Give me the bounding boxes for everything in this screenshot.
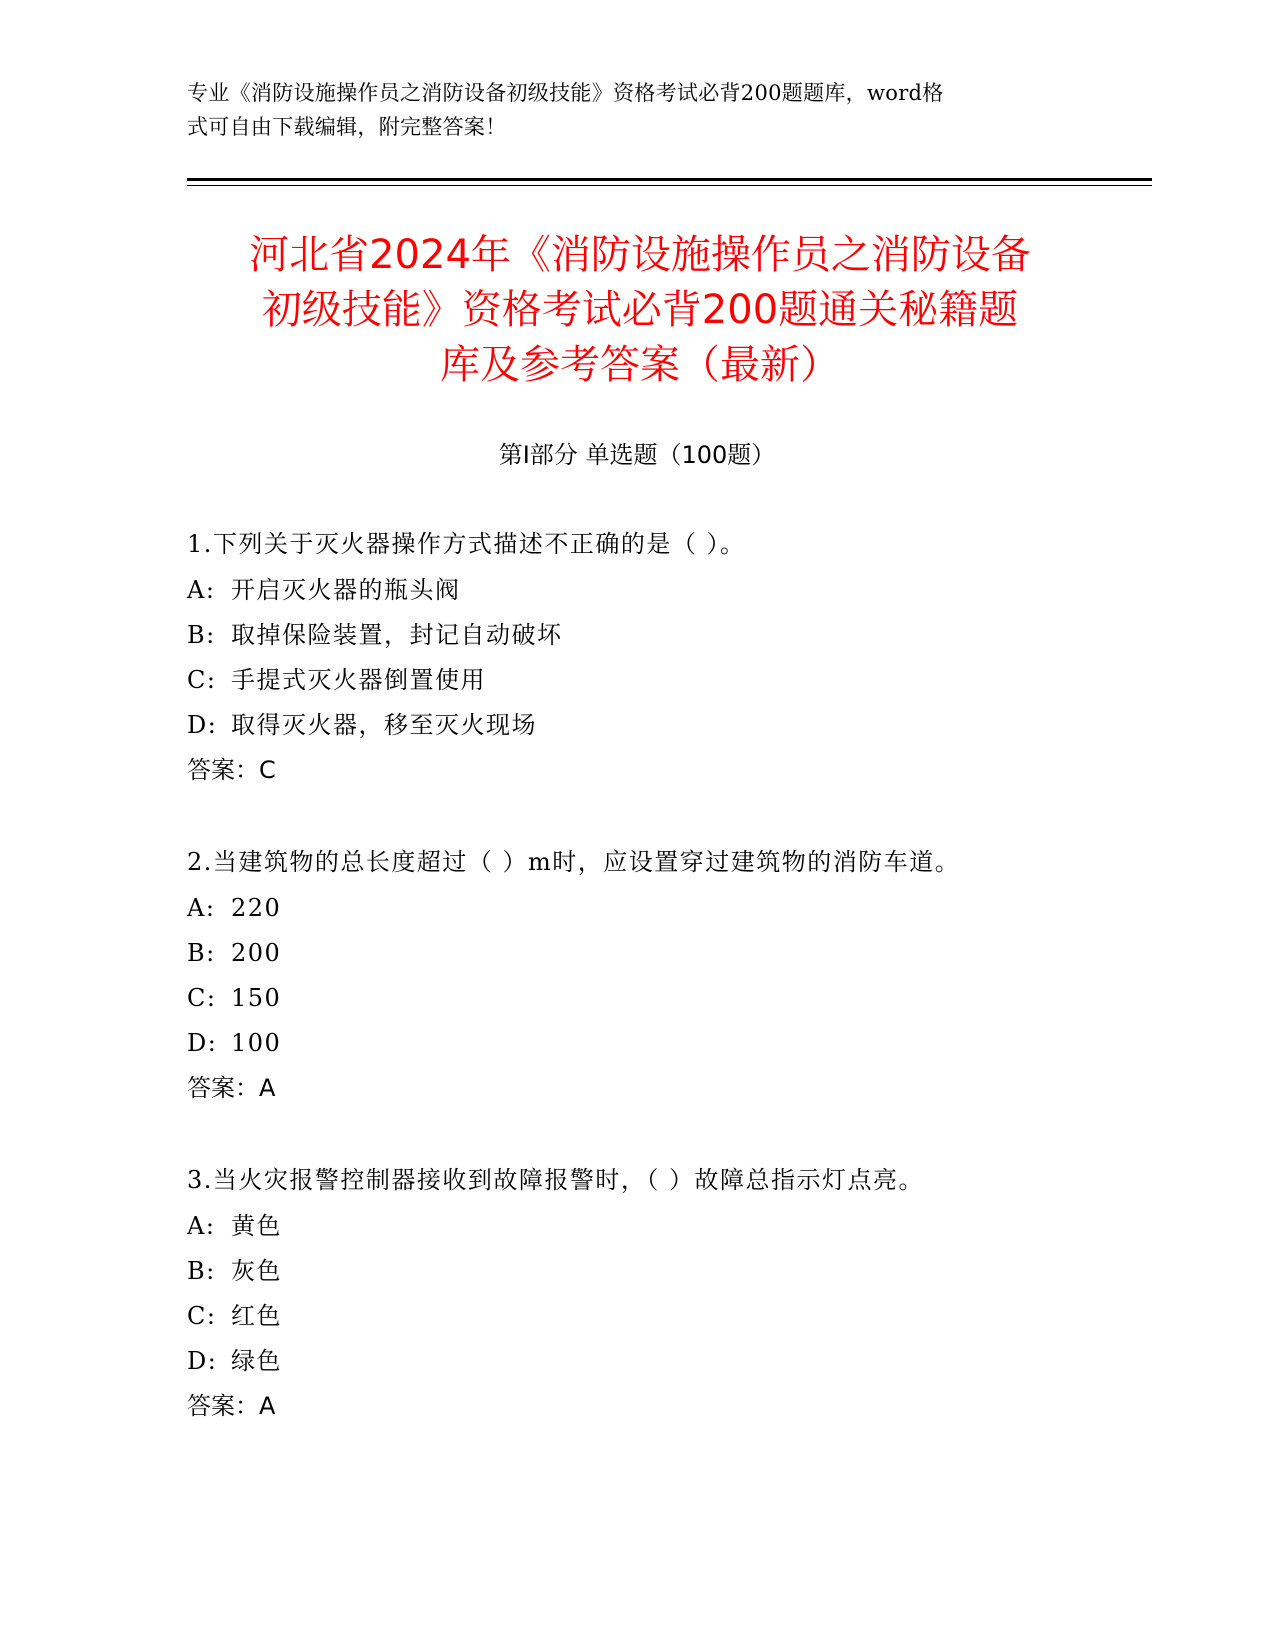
option-key: A: [187,1212,216,1240]
option-text: 绿色 [231,1347,282,1375]
option-b [187,936,1147,981]
option-a [187,891,1147,936]
answer: 答案：C [187,756,276,784]
option-b [187,618,1147,663]
question-2 [187,845,1147,1116]
option-key: B: [187,939,216,967]
option-text: 取掉保险装置，封记自动破坏 [231,621,563,649]
header-rule-thin [187,185,1152,186]
option-a [187,1209,1147,1254]
option-c [187,1299,1147,1344]
document-title-line-3: 库及参考答案（最新） [440,342,840,388]
option-key: D: [187,711,218,739]
option-text: 取得灭火器，移至灭火现场 [231,711,537,739]
option-key: C: [187,984,217,1012]
option-key: D: [187,1029,218,1057]
header-note [187,76,1067,144]
answer: 答案：A [187,1392,276,1420]
option-text: 220 [231,894,282,922]
option-d [187,1344,1147,1389]
question-stem: 1.下列关于灭火器操作方式描述不正确的是（ ）。 [187,530,746,558]
header-note-line-2: 式可自由下载编辑，附完整答案！ [187,115,507,139]
option-text: 黄色 [231,1212,282,1240]
document-title-line-2: 初级技能》资格考试必背200题通关秘籍题 [261,287,1019,333]
option-key: D: [187,1347,218,1375]
question-3 [187,1163,1147,1434]
document-title [180,228,1100,393]
option-text: 开启灭火器的瓶头阀 [231,576,461,604]
option-text: 200 [231,939,282,967]
option-key: C: [187,666,217,694]
option-text: 红色 [231,1302,282,1330]
option-text: 150 [231,984,282,1012]
option-key: B: [187,621,216,649]
option-key: A: [187,576,216,604]
option-d [187,1026,1147,1071]
option-c [187,981,1147,1026]
header-note-line-1: 专业《消防设施操作员之消防设备初级技能》资格考试必背200题题库，word格 [187,81,944,105]
question-stem: 3.当火灾报警控制器接收到故障报警时，（ ）故障总指示灯点亮。 [187,1166,925,1194]
question-stem: 2.当建筑物的总长度超过（ ）m时，应设置穿过建筑物的消防车道。 [187,848,961,876]
option-text: 手提式灭火器倒置使用 [231,666,486,694]
option-c [187,663,1147,708]
question-1 [187,527,1147,798]
section-title: 第I部分 单选题（100题） [498,441,776,469]
option-key: A: [187,894,216,922]
option-key: C: [187,1302,217,1330]
option-b [187,1254,1147,1299]
option-text: 100 [231,1029,282,1057]
option-text: 灰色 [231,1257,282,1285]
option-d [187,708,1147,753]
option-a [187,573,1147,618]
header-rule-thick [187,178,1152,181]
answer: 答案：A [187,1074,276,1102]
option-key: B: [187,1257,216,1285]
document-title-line-1: 河北省2024年《消防设施操作员之消防设备 [249,232,1031,278]
